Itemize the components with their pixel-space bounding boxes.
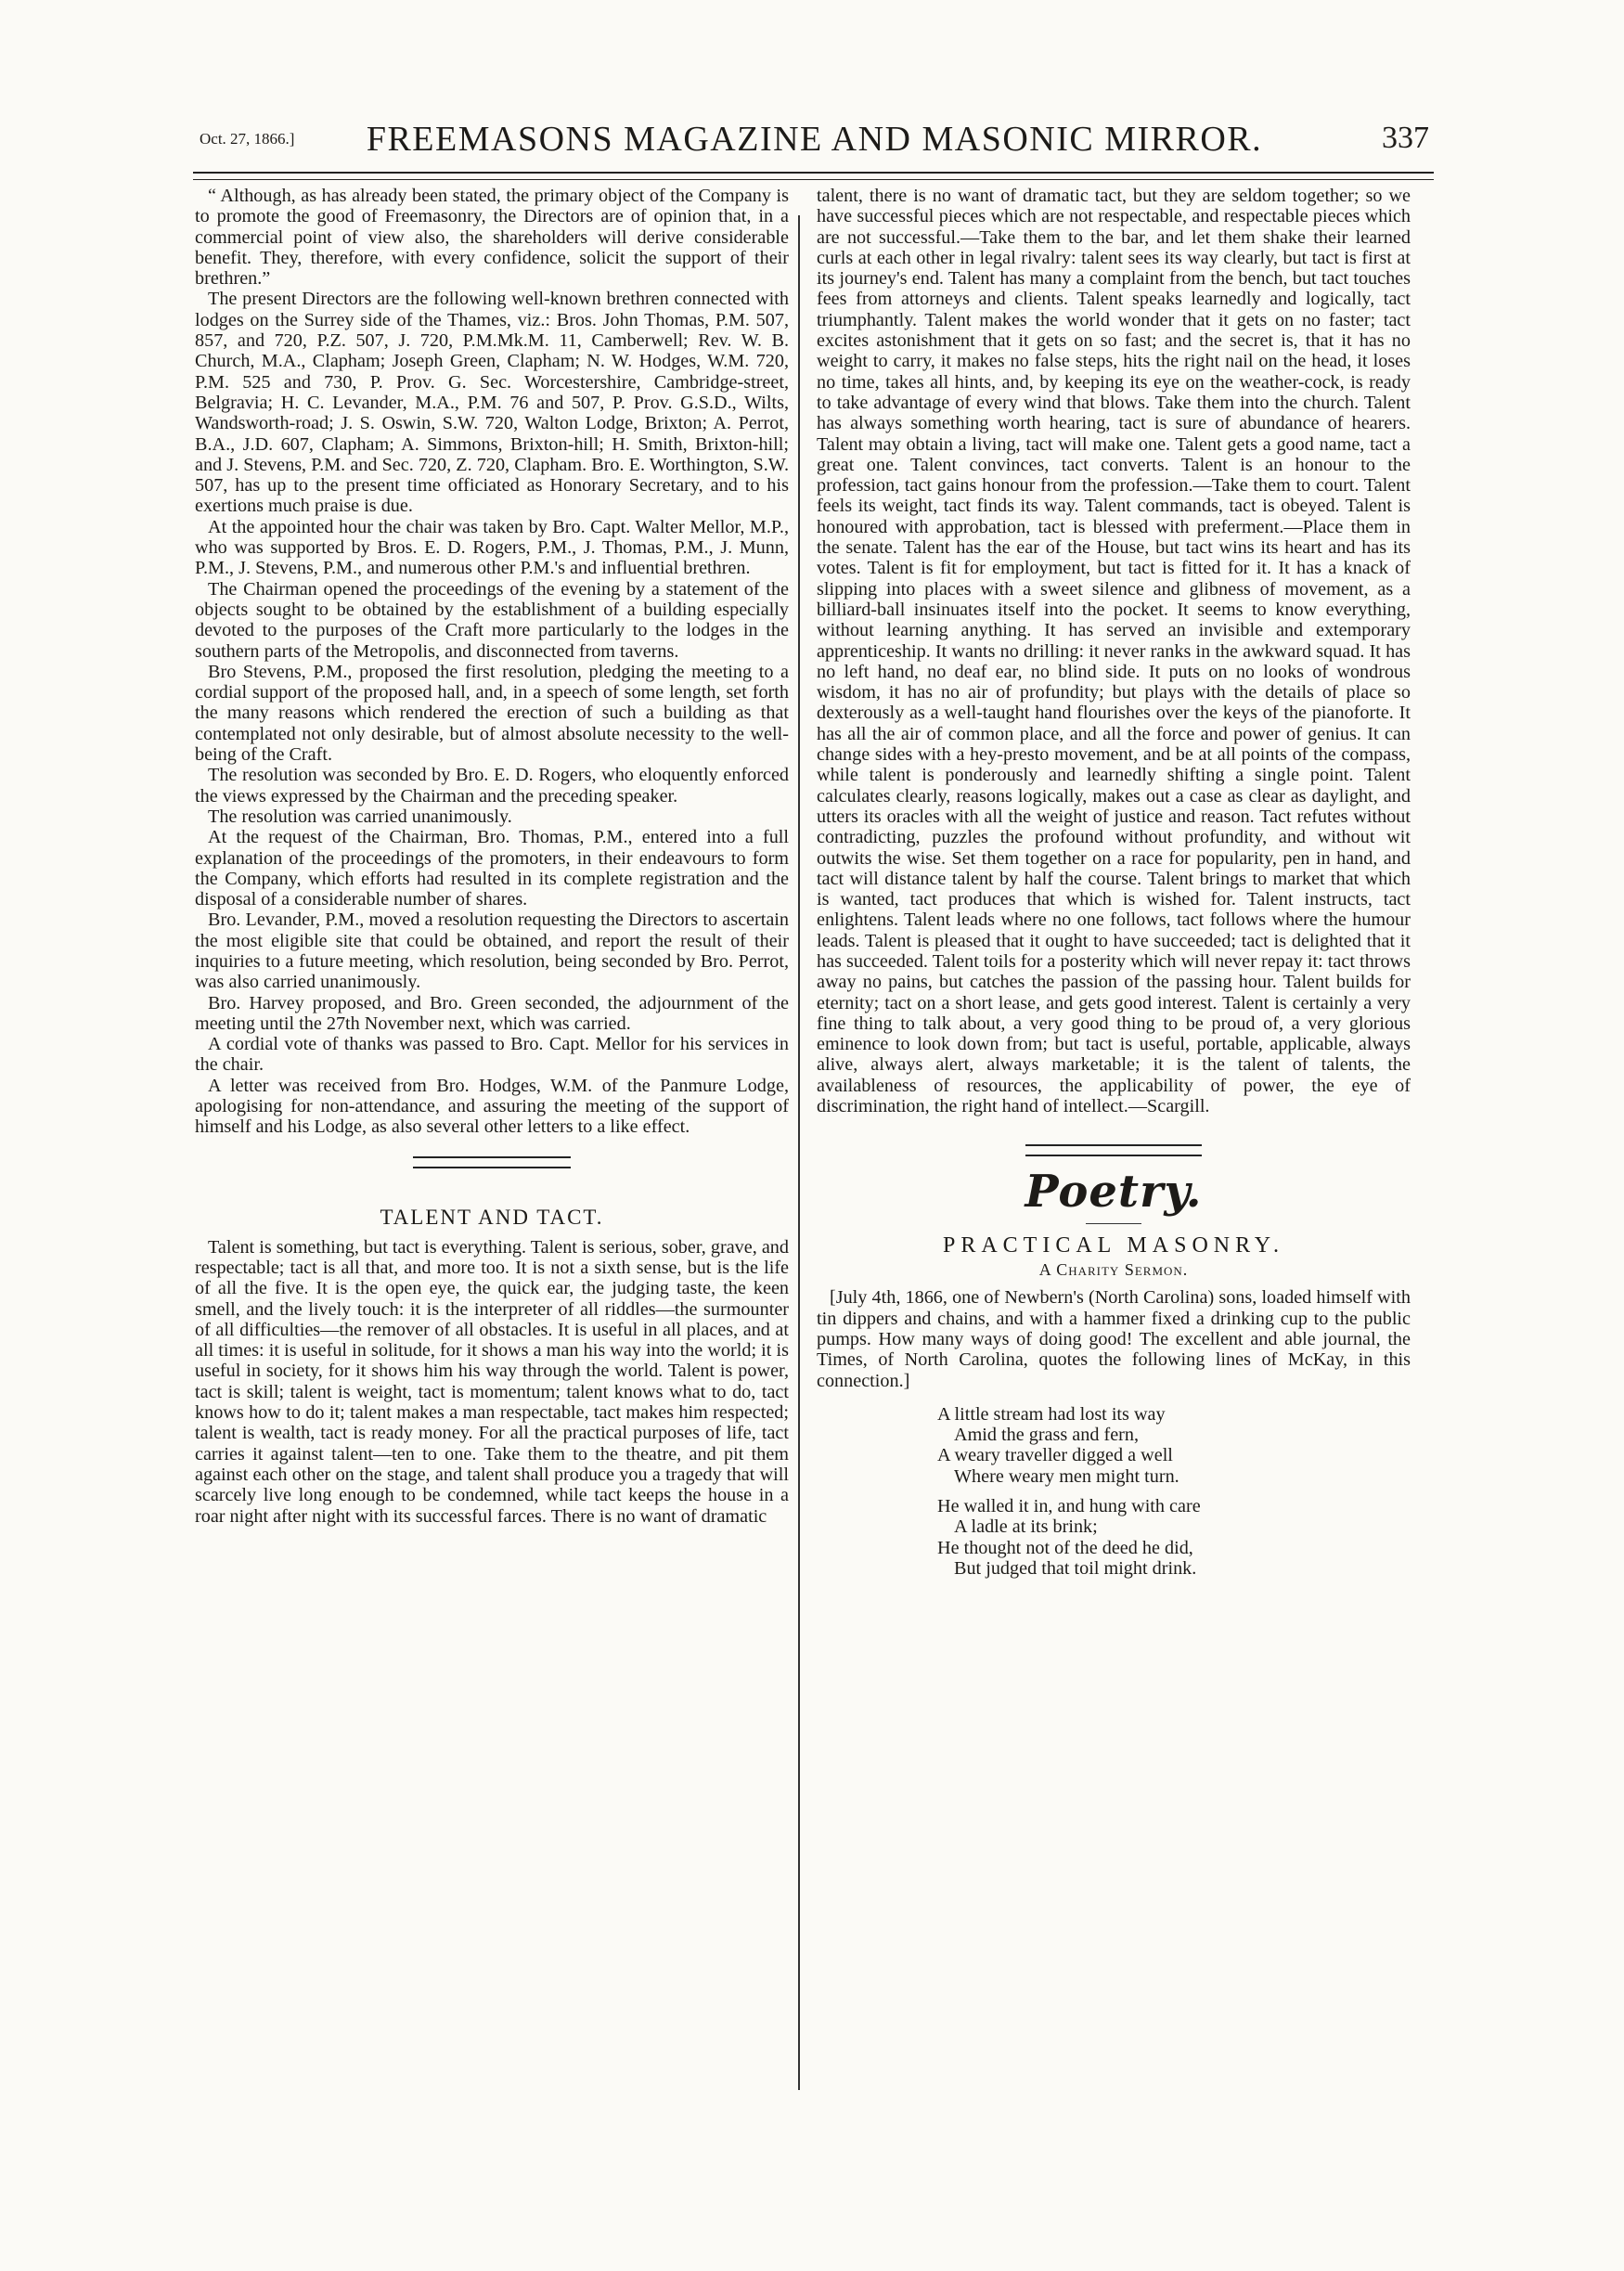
masthead-title: FREEMASONS MAGAZINE AND MASONIC MIRROR. <box>366 120 1263 159</box>
verse-line: He thought not of the deed he did, <box>937 1537 1193 1558</box>
left-paragraph: The present Directors are the following well-known brethren connected with lodges on the Surrey side of the Thames, viz.: Bros. John Thomas, P.M. 507, 857, and 720, P.Z. 507, J. 720, P.M.Mk.M. 11, Camberwell; Rev. W. B. Church, M.A., Clapham; Joseph Green, Clapham; N. W. Hodges, W.M. 720, P.M. 525 and 730, P. Prov. G. Sec. Worcestershire, Cambridge-street, Belgravia; H. C. Levander, M.A., P.M. 76 and 507, P. Prov. G.S.D., Wilts, Wandsworth-road; J. S. Oswin, S.W. 720, Walton Lodge, Brixton; A. Perrot, B.A., J.D. 607, Clapham; A. Simmons, Brixton-hill; H. Smith, Brixton-hill; and J. Stevens, P.M. and Sec. 720, Z. 720, Clapham. Bro. E. Worthington, S.W. 507, has up to the present time officiated as Honorary Secretary, and to his exertions much praise is due. <box>195 289 789 517</box>
poetry-heading: Poetry. <box>1025 1166 1203 1219</box>
page-number: 337 <box>1382 121 1429 155</box>
verse-line: But judged that toil might drink. <box>954 1557 1197 1579</box>
header-rule <box>193 172 1434 180</box>
left-paragraph: At the request of the Chairman, Bro. Thomas, P.M., entered into a full explanation of the proceedings of the promoters, in their endeavours to form the Company, which efforts had resulted in its complete registration and the disposal of a considerable number of shares. <box>195 827 789 910</box>
left-paragraph: The resolution was seconded by Bro. E. D. Rogers, who eloquently enforced the views expressed by the Chairman and the preceding speaker. <box>195 765 789 806</box>
left-paragraph: At the appointed hour the chair was taken by Bro. Capt. Walter Mellor, M.P., who was supported by Bros. E. D. Rogers, P.M., J. Thomas, P.M., J. Munn, P.M., J. Stevens, P.M., and numerous other P.M.'s and influential brethren. <box>195 516 789 579</box>
stanza <box>937 1404 1411 1487</box>
poem-verse <box>937 1404 1411 1579</box>
left-paragraph: A letter was received from Bro. Hodges, W.M. of the Panmure Lodge, apologising for non-attendance, and assuring the meeting of the support of himself and his Lodge, as also several other letters to a like effect. <box>195 1075 789 1138</box>
page-header <box>200 119 1429 165</box>
left-paragraph: “ Although, as has already been stated, the primary object of the Company is to promote the good of Freemasonry, the Directors are of opinion that, in a commercial point of view also, the shareholders will derive considerable benefit. They, therefore, with every confidence, solicit the support of their brethren.” <box>195 186 789 290</box>
stanza <box>937 1496 1411 1579</box>
section-title: TALENT AND TACT. <box>380 1205 604 1229</box>
section-divider <box>413 1156 571 1168</box>
issue-date: Oct. 27, 1866.] <box>200 130 295 148</box>
left-paragraph: Bro. Harvey proposed, and Bro. Green seconded, the adjournment of the meeting until the 27th November next, which was carried. <box>195 992 789 1034</box>
left-paragraph: Bro. Levander, P.M., moved a resolution requesting the Directors to ascertain the most eligible site that could be obtained, and report the result of their inquiries to a future meeting, which resolution, being seconded by Bro. Perrot, was also carried unanimously. <box>195 910 789 993</box>
verse-line: A little stream had lost its way <box>937 1403 1166 1425</box>
left-paragraph: The resolution was carried unanimously. <box>208 806 512 827</box>
poem-subtitle: A Charity Sermon. <box>1038 1260 1189 1280</box>
verse-line: Where weary men might turn. <box>954 1465 1179 1487</box>
section-divider <box>1025 1144 1202 1156</box>
verse-line: A weary traveller digged a well <box>937 1445 1173 1466</box>
column-separator <box>798 215 800 2090</box>
left-column <box>195 186 789 1527</box>
short-rule <box>1086 1223 1141 1224</box>
right-column <box>817 186 1411 1588</box>
left-paragraph: A cordial vote of thanks was passed to Bro. Capt. Mellor for his services in the chair. <box>195 1034 789 1076</box>
left-paragraph: The Chairman opened the proceedings of the evening by a statement of the objects sought to be obtained by the establishment of a building especially devoted to the purposes of the Craft more particularly to the lodges in the southern parts of the Metropolis, and disconnected from taverns. <box>195 578 789 662</box>
left-paragraph: Bro Stevens, P.M., proposed the first resolution, pledging the meeting to a cordial support of the proposed hall, and, in a speech of some length, set forth the many reasons which rendered the erection of such a building as that contemplated not only desirable, but of almost absolute necessity to the well-being of the Craft. <box>195 661 789 766</box>
talent-paragraph: Talent is something, but tact is everything. Talent is serious, sober, grave, and respectable; tact is all that, and more too. It is not a sixth sense, but is the life of all the five. It is the open eye, the quick ear, the judging taste, the keen smell, and the lively touch: it is the interpreter of all riddles—the surmounter of all difficulties—the remover of all obstacles. It is useful in all places, and at all times: it is useful in solitude, for it shows a man his way into the world; it is useful in society, for it shows him his way through the world. Talent is power, tact is skill; talent is weight, tact is momentum; talent knows what to do, tact knows how to do it; talent makes a man respectable, tact makes him respected; talent is wealth, tact is ready money. For all the practical purposes of life, tact carries it against talent—ten to one. Take them to the theatre, and pit them against each other on the stage, and talent shall produce you a tragedy that will scarcely live long enough to be condemned, while tact keeps the house in a roar night after night with its successful farces. There is no want of dramatic <box>195 1236 789 1527</box>
verse-line: He walled it in, and hung with care <box>937 1496 1201 1517</box>
verse-line: A ladle at its brink; <box>954 1516 1098 1538</box>
poem-title: PRACTICAL MASONRY. <box>942 1233 1285 1258</box>
verse-line: Amid the grass and fern, <box>954 1425 1140 1446</box>
poem-intro: [July 4th, 1866, one of Newbern's (North Carolina) sons, loaded himself with tin dippers and chains, and with a hammer fixed a drinking cup to the public pumps. How many ways of doing good! The excellent and able journal, the Times, of North Carolina, quotes the following lines of McKay, in this connection.] <box>817 1287 1411 1391</box>
talent-continued: talent, there is no want of dramatic tact, but they are seldom together; so we have successful pieces which are not respectable, and respectable pieces which are not successful.—Take them to the bar, and let them shake their learned curls at each other in legal rivalry: talent sees its way clearly, but tact is first at its journey's end. Talent has many a complaint from the bench, but tact touches fees from attorneys and clients. Talent speaks learnedly and logically, tact triumphantly. Talent makes the world wonder that it gets on no faster; tact excites astonishment that it gets on so fast; and the secret is, that it has no weight to carry, it makes no false steps, hits the right nail on the head, it loses no time, takes all hints, and, by keeping its eye on the weather-cock, is ready to take advantage of every wind that blows. Take them into the church. Talent has always something worth hearing, tact is sure of abundance of hearers. Talent may obtain a living, tact will make one. Talent gets a good name, tact a great one. Talent convinces, tact converts. Talent is an honour to the profession, tact gains honour from the profession.—Take them to court. Talent feels its weight, tact finds its way. Talent commands, tact is obeyed. Talent is honoured with approbation, tact is blessed with preferment.—Place them in the senate. Talent has the ear of the House, but tact wins its heart and has its votes. Talent is fit for employment, but tact is fitted for it. It has a knack of slipping into places with a sweet silence and glibness of movement, as a billiard-ball insinuates itself into the pocket. It seems to know everything, without learning anything. It has served an invisible and extemporary apprenticeship. It wants no drilling: it never ranks in the awkward squad. It has no left hand, no deaf ear, no blind side. It puts on no looks of wondrous wisdom, it has no air of profundity; but plays with the details of place so dexterously as a well-taught hand flourishes over the keys of the pianoforte. It has all the air of common place, and all the force and power of genius. It can change sides with a hey-presto movement, and be at all points of the compass, while talent is ponderously and learnedly shifting a single point. Talent calculates clearly, reasons logically, makes out a case as clear as daylight, and utters its oracles with all the weight of justice and reason. Tact refutes without contradicting, puzzles the profound without profundity, and without wit outwits the wise. Set them together on a race for popularity, pen in hand, and tact will distance talent by half the course. Talent brings to market that which is wanted, tact produces that which is wished for. Talent instructs, tact enlightens. Talent leads where no one follows, tact follows where the humour leads. Talent is pleased that it ought to have succeeded; tact is delighted that it has succeeded. Talent toils for a posterity which will never repay it: tact throws away no pains, but catches the passion of the passing hour. Talent builds for eternity; tact on a short lease, and gets good interest. Talent is certainly a very fine thing to talk about, a very good thing to be proud of, a very glorious eminence to look down from; but tact is useful, portable, applicable, always alive, always alert, always marketable; it is the talent of talents, the availableness of resources, the applicability of power, the eye of discrimination, the right hand of intellect.—Scargill. <box>817 186 1411 1117</box>
